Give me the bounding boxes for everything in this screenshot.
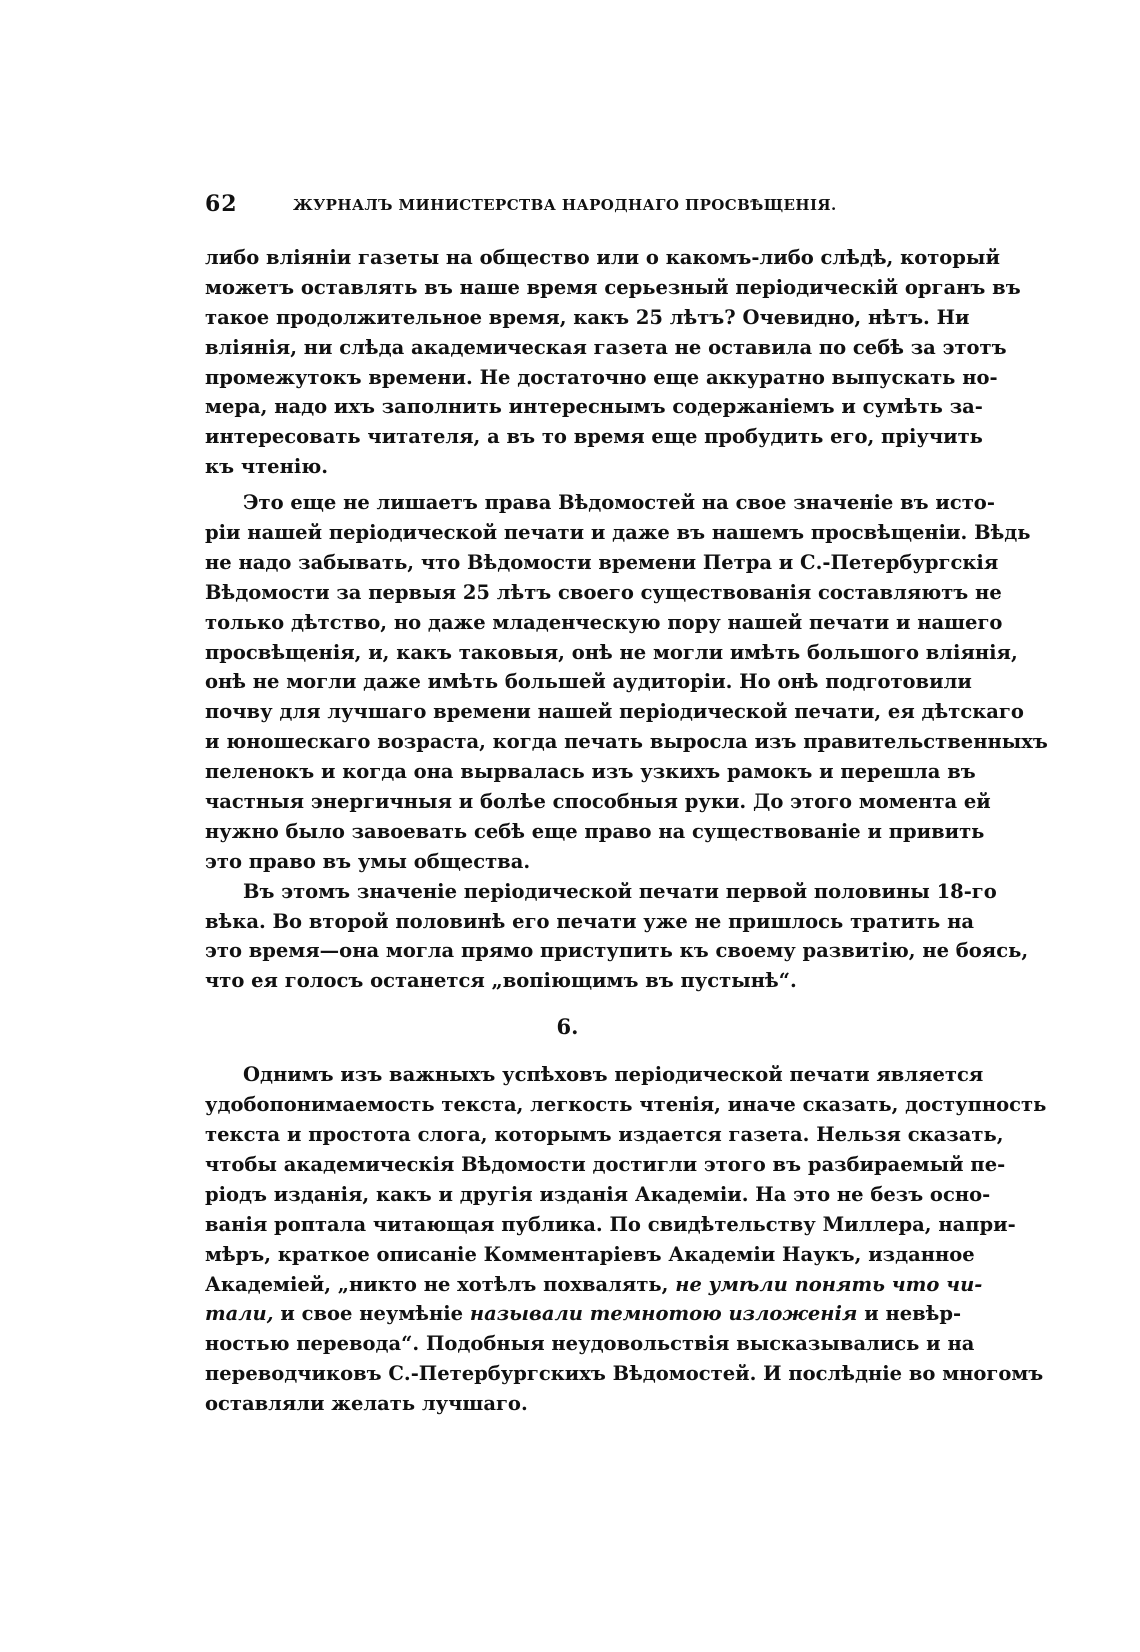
- text-line: Это еще не лишаетъ права Вѣдомостей на свое значеніе въ исто-: [243, 491, 995, 515]
- text-line: мѣръ, краткое описаніе Комментаріевъ Академіи Наукъ, изданное: [205, 1242, 975, 1266]
- text-segment: и невѣр-: [864, 1302, 962, 1326]
- text-line-mixed: [205, 1270, 983, 1300]
- text-line: почву для лучшаго времени нашей періодической печати, ея дѣтскаго: [205, 700, 1024, 724]
- emphasized-text: называли темнотою изложенія: [469, 1302, 858, 1326]
- text-line: нужно было завоевать себѣ еще право на существованіе и привить: [205, 819, 985, 843]
- text-line: просвѣщенія, и, какъ таковыя, онѣ не могли имѣть большого вліянія,: [205, 640, 1018, 664]
- paragraph-4: [205, 1060, 1047, 1419]
- text-line: къ чтенію.: [205, 455, 329, 479]
- text-line-mixed: [205, 1299, 962, 1329]
- text-line: чтобы академическія Вѣдомости достигли этого въ разбираемый пе-: [205, 1152, 1006, 1176]
- text-line: это время—она могла прямо приступить къ своему развитію, не боясь,: [205, 939, 1029, 963]
- text-line: ностью перевода“. Подобныя неудовольствія высказывались и на: [205, 1332, 975, 1356]
- text-line: Вѣдомости за первыя 25 лѣтъ своего существованія составляютъ не: [205, 580, 1002, 604]
- text-line: частныя энергичныя и болѣе способныя руки. До этого момента ей: [205, 790, 991, 814]
- emphasized-text: тали,: [205, 1302, 274, 1326]
- text-line: что ея голосъ останется „вопіющимъ въ пустынѣ“.: [205, 969, 797, 993]
- text-line: пеленокъ и когда она вырвалась изъ узкихъ рамокъ и перешла въ: [205, 760, 976, 784]
- text-segment: Академіей, „никто не хотѣлъ похвалять,: [205, 1272, 669, 1296]
- paragraph-1: [205, 243, 1021, 482]
- text-line: ріи нашей періодической печати и даже въ нашемъ просвѣщеніи. Вѣдь: [205, 521, 1031, 545]
- text-line: удобопонимаемость текста, легкость чтенія, иначе сказать, доступность: [205, 1093, 1047, 1117]
- section-number: 6.: [556, 1014, 579, 1040]
- text-line: ванія роптала читающая публика. По свидѣтельству Миллера, напри-: [205, 1212, 1016, 1236]
- body-text: [205, 243, 1048, 1419]
- text-line: промежутокъ времени. Не достаточно еще аккуратно выпускать но-: [205, 365, 998, 389]
- emphasized-text: не умѣли понять что чи-: [675, 1272, 983, 1296]
- text-line: мера, надо ихъ заполнить интереснымъ содержаніемъ и сумѣть за-: [205, 395, 983, 419]
- text-line: это право въ умы общества.: [205, 849, 531, 873]
- page-number: 62: [205, 191, 238, 217]
- text-line: вѣка. Во второй половинѣ его печати уже не пришлось тратить на: [205, 909, 974, 933]
- running-head: ЖУРНАЛЪ МИНИСТЕРСТВА НАРОДНАГО ПРОСВѢЩЕНІЯ.: [293, 196, 837, 214]
- text-line: ріодъ изданія, какъ и другія изданія Академіи. На это не безъ осно-: [205, 1182, 991, 1206]
- text-line: интересовать читателя, а въ то время еще пробудить его, пріучить: [205, 425, 983, 449]
- text-line: такое продолжительное время, какъ 25 лѣтъ? Очевидно, нѣтъ. Ни: [205, 305, 970, 329]
- text-line: Однимъ изъ важныхъ успѣховъ періодической печати является: [243, 1063, 984, 1087]
- text-line: Въ этомъ значеніе періодической печати первой половины 18-го: [243, 879, 997, 903]
- text-line: оставляли желать лучшаго.: [205, 1392, 528, 1416]
- text-line: и юношескаго возраста, когда печать выросла изъ правительственныхъ: [205, 730, 1048, 754]
- text-line: не надо забывать, что Вѣдомости времени Петра и С.-Петербургскія: [205, 550, 999, 574]
- paragraph-2: [205, 488, 1048, 877]
- text-line: только дѣтство, но даже младенческую пору нашей печати и нашего: [205, 610, 1003, 634]
- text-line: можетъ оставлять въ наше время серьезный періодическій органъ въ: [205, 275, 1021, 299]
- text-line: онѣ не могли даже имѣть большей аудиторіи. Но онѣ подготовили: [205, 670, 972, 694]
- text-segment: и свое неумѣніе: [280, 1302, 464, 1326]
- page-header: [205, 191, 958, 221]
- text-line: переводчиковъ С.-Петербургскихъ Вѣдомостей. И послѣдніе во многомъ: [205, 1362, 1044, 1386]
- paragraph-3: [205, 877, 1029, 997]
- text-line: вліянія, ни слѣда академическая газета не оставила по себѣ за этотъ: [205, 335, 1007, 359]
- text-line: текста и простота слога, которымъ издается газета. Нельзя сказать,: [205, 1123, 1004, 1147]
- text-line: либо вліяніи газеты на общество или о какомъ-либо слѣдѣ, который: [205, 246, 1000, 269]
